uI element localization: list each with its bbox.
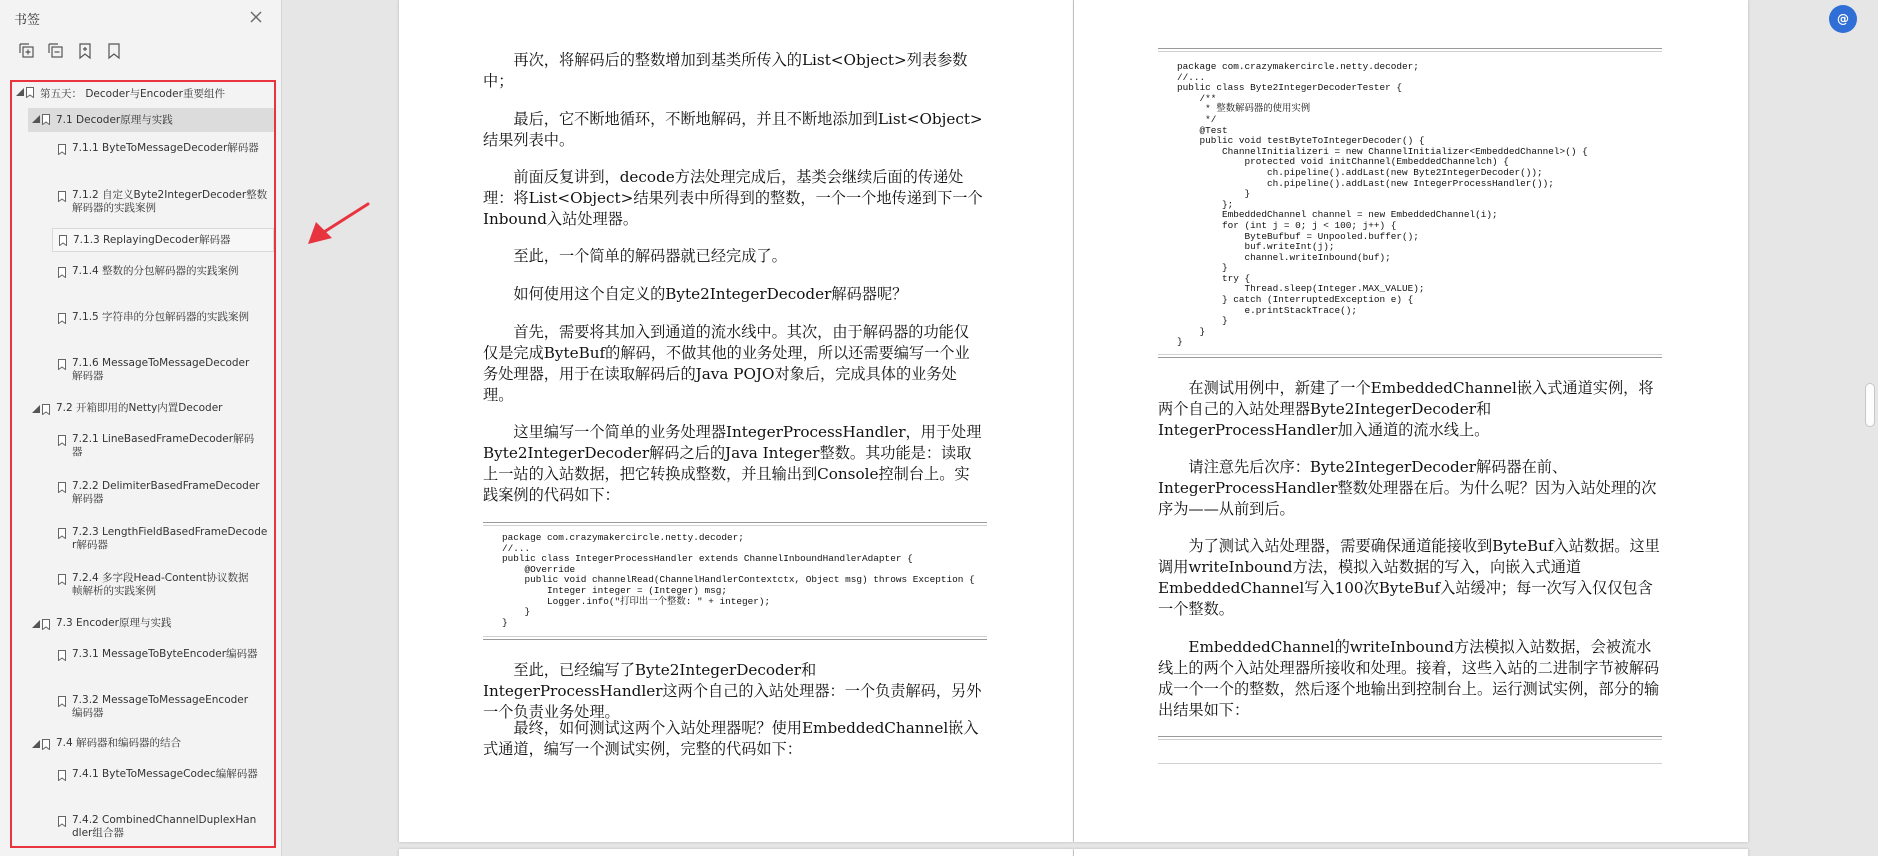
outline-item-label: 7.3.1 MessageToByteEncoder编码器 <box>72 648 258 660</box>
outline-item-7-2-3[interactable] <box>12 526 274 556</box>
next-page-left-edge <box>399 849 1073 856</box>
outline-item-7-1[interactable] <box>28 108 276 132</box>
document-page-left <box>399 0 1073 842</box>
outline-item-7-4-1[interactable] <box>12 768 274 798</box>
outline-item-7-1-1[interactable] <box>12 142 274 172</box>
bookmark-item-icon <box>58 816 66 827</box>
expand-all-icon[interactable] <box>18 42 36 60</box>
bookmark-item-icon <box>42 619 50 630</box>
outline-item-7-1-5[interactable] <box>12 311 274 341</box>
bookmark-item-icon <box>58 144 66 155</box>
bookmark-item-icon <box>58 528 66 539</box>
paragraph: 在测试用例中，新建了一个EmbeddedChannel嵌入式通道实例，将两个自己的入站处理器Byte2IntegerDecoder和IntegerProcessHandler加入通道的流水线上。 <box>1158 379 1654 439</box>
outline-item-label: 第五天： Decoder与Encoder重要组件 <box>40 88 225 100</box>
panel-title: 书签 <box>14 13 41 28</box>
paragraph: 再次，将解码后的整数增加到基类所传入的List<Object>列表参数中； <box>483 51 968 90</box>
bookmark-item-icon <box>42 404 50 415</box>
bookmark-item-icon <box>58 267 66 278</box>
outline-item-label: 7.1.5 字符串的分包解码器的实践案例 <box>72 311 250 323</box>
outline-item-label: 7.3 Encoder原理与实践 <box>56 617 172 629</box>
outline-item-7-3-1[interactable] <box>12 648 274 678</box>
outline-item-label: 7.3.2 MessageToMessageEncoder编码器 <box>72 694 249 719</box>
outline-item-7-2-1[interactable] <box>12 433 274 463</box>
outline-item-7-1-6[interactable] <box>12 357 274 387</box>
outline-item-label: 7.4.2 CombinedChannelDuplexHandler组合器 <box>72 814 257 839</box>
next-page-right-edge <box>1074 849 1748 856</box>
annotation-arrow-icon <box>302 200 372 248</box>
paragraph: 前面反复讲到，decode方法处理完成后，基类会继续后面的传递处理：将List<Object>结果列表中所得到的整数，一个一个地传递到下一个Inbound入站处理器。 <box>483 168 983 228</box>
app-badge-icon[interactable]: @ <box>1829 5 1857 33</box>
bookmark-item-icon <box>58 313 66 324</box>
bookmark-item-icon <box>42 114 50 125</box>
code-text: package com.crazymakercircle.netty.decoder; //... public class IntegerProcessHandler extends ChannelInboundHandlerAdapter { @Override public void channelRead(ChannelHandlerContextctx, Object msg) throws Exception { Integer integer = (Integer) msg; Logger.info("打印出一个整数: " + integer); } } <box>502 532 975 628</box>
paragraph: 如何使用这个自定义的Byte2IntegerDecoder解码器呢？ <box>513 285 908 303</box>
bookmark-item-icon <box>58 770 66 781</box>
outline-item-label: 7.1.1 ByteToMessageDecoder解码器 <box>72 142 259 154</box>
outline-item-label: 7.4 解码器和编码器的结合 <box>56 737 182 749</box>
paragraph: 为了测试入站处理器，需要确保通道能接收到ByteBuf入站数据。这里调用writeInbound方法，模拟入站数据的写入，向嵌入式通道EmbeddedChannel写入100次ByteBuf入站缓冲；每一次写入仅仅包含一个整数。 <box>1158 537 1660 618</box>
expand-triangle-icon[interactable] <box>32 405 40 413</box>
document-page-right <box>1074 0 1748 842</box>
paragraph: 至此，一个简单的解码器就已经完成了。 <box>513 247 787 265</box>
bookmark-item-icon <box>59 235 67 246</box>
outline-item-7-3-2[interactable] <box>12 694 274 724</box>
outline-item-label: 7.1.4 整数的分包解码器的实践案例 <box>72 265 239 277</box>
bookmark-icon[interactable] <box>105 42 123 60</box>
paragraph: 最后，它不断地循环，不断地解码，并且不断地添加到List<Object>结果列表中。 <box>483 110 983 149</box>
bookmark-item-icon <box>58 482 66 493</box>
add-bookmark-icon[interactable] <box>76 42 94 60</box>
outline-item-label: 7.2.1 LineBasedFrameDecoder解码器 <box>72 433 255 458</box>
outline-item-label: 7.2.4 多字段Head-Content协议数据帧解析的实践案例 <box>72 572 249 597</box>
outline-item-label: 7.1.2 自定义Byte2IntegerDecoder整数解码器的实践案例 <box>72 189 268 214</box>
expand-triangle-icon[interactable] <box>32 740 40 748</box>
bookmark-toolbar <box>18 42 123 60</box>
code-block <box>1158 48 1662 358</box>
bookmark-item-icon <box>58 191 66 202</box>
bookmark-item-icon <box>58 435 66 446</box>
bookmark-item-icon <box>58 650 66 661</box>
outline-item-7-3[interactable] <box>12 617 274 635</box>
bookmark-panel <box>0 0 282 856</box>
vertical-scrollbar-thumb[interactable] <box>1865 383 1875 427</box>
outline-item-label: 7.1.3 ReplayingDecoder解码器 <box>73 234 231 246</box>
outline-item-label: 7.2 开箱即用的Netty内置Decoder <box>56 402 223 414</box>
outline-item-7-2[interactable] <box>12 402 274 420</box>
bookmark-item-icon <box>42 739 50 750</box>
code-block <box>483 522 987 640</box>
outline-item-label: 7.1.6 MessageToMessageDecoder解码器 <box>72 357 250 382</box>
paragraph: 最终，如何测试这两个入站处理器呢？使用EmbeddedChannel嵌入式通道，编写一个测试实例，完整的代码如下： <box>483 719 979 758</box>
collapse-all-icon[interactable] <box>47 42 65 60</box>
outline-item-7-1-2[interactable] <box>12 189 274 219</box>
outline-item-7-2-2[interactable] <box>12 480 274 510</box>
bookmark-item-icon <box>58 574 66 585</box>
outline-item-7-4-2[interactable] <box>12 814 274 844</box>
paragraph: 至此，已经编写了Byte2IntegerDecoder和IntegerProcessHandler这两个自己的入站处理器：一个负责解码，另外一个负责业务处理。 <box>483 661 982 721</box>
bookmark-item-icon <box>26 87 34 98</box>
bookmark-outline-tree <box>10 80 276 848</box>
outline-item-label: 7.2.2 DelimiterBasedFrameDecoder解码器 <box>72 480 260 505</box>
expand-triangle-icon[interactable] <box>32 115 40 123</box>
code-text: package com.crazymakercircle.netty.decoder; //... public class Byte2IntegerDecoderTester { /** * 整数解码器的使用实例 */ @Test public void testByteToIntegerDecoder() { ChannelInitializeri = new ChannelInitializer<EmbeddedChannel>() { protected void initChannel(EmbeddedChannelch) { ch.pipeline().addLast(new Byte2IntegerDecoder()); ch.pipeline().addLast(new IntegerProcessHandler()); } }; EmbeddedChannel channel = new EmbeddedChannel(i); for (int j = 0; j < 100; j++) { ByteBufbuf = Unpooled.buffer(); buf.writeInt(j); channel.writeInbound(buf); } try { Thread.sleep(Integer.MAX_VALUE); } catch (InterruptedException e) { e.printStackTrace(); } } } <box>1177 61 1588 348</box>
expand-triangle-icon[interactable] <box>16 88 24 96</box>
outline-item-label: 7.1 Decoder原理与实践 <box>56 114 173 126</box>
paragraph: 请注意先后次序：Byte2IntegerDecoder解码器在前、IntegerProcessHandler整数处理器在后。为什么呢？因为入站处理的次序为——从前到后。 <box>1158 458 1657 518</box>
bookmark-item-icon <box>58 696 66 707</box>
outline-item-label: 7.2.3 LengthFieldBasedFrameDecoder解码器 <box>72 526 268 551</box>
outline-item-chapter5[interactable] <box>12 85 274 105</box>
paragraph: EmbeddedChannel的writeInbound方法模拟入站数据，会被流水线上的两个入站处理器所接收和处理。接着，这些入站的二进制字节被解码成一个一个的整数，然后逐个地输出到控制台上。运行测试实例，部分的输出结果如下： <box>1158 638 1660 719</box>
close-icon[interactable] <box>247 8 265 26</box>
paragraph: 首先，需要将其加入到通道的流水线中。其次，由于解码器的功能仅仅是完成ByteBuf的解码，不做其他的业务处理，所以还需要编写一个业务处理器，用于在读取解码后的Java POJO对象后，完成具体的业务处理。 <box>483 323 970 404</box>
outline-item-7-1-4[interactable] <box>12 265 274 295</box>
outline-item-label: 7.4.1 ByteToMessageCodec编解码器 <box>72 768 258 780</box>
outline-item-7-1-3[interactable] <box>52 228 274 252</box>
outline-item-7-4[interactable] <box>12 737 274 755</box>
code-block-partial <box>1158 736 1662 766</box>
paragraph: 这里编写一个简单的业务处理器IntegerProcessHandler，用于处理Byte2IntegerDecoder解码之后的Java Integer整数。其功能是：读取上一站的入站数据，把它转换成整数，并且输出到Console控制台上。实践案例的代码如下： <box>483 423 982 504</box>
outline-item-7-2-4[interactable] <box>12 572 274 602</box>
bookmark-item-icon <box>58 359 66 370</box>
expand-triangle-icon[interactable] <box>32 620 40 628</box>
